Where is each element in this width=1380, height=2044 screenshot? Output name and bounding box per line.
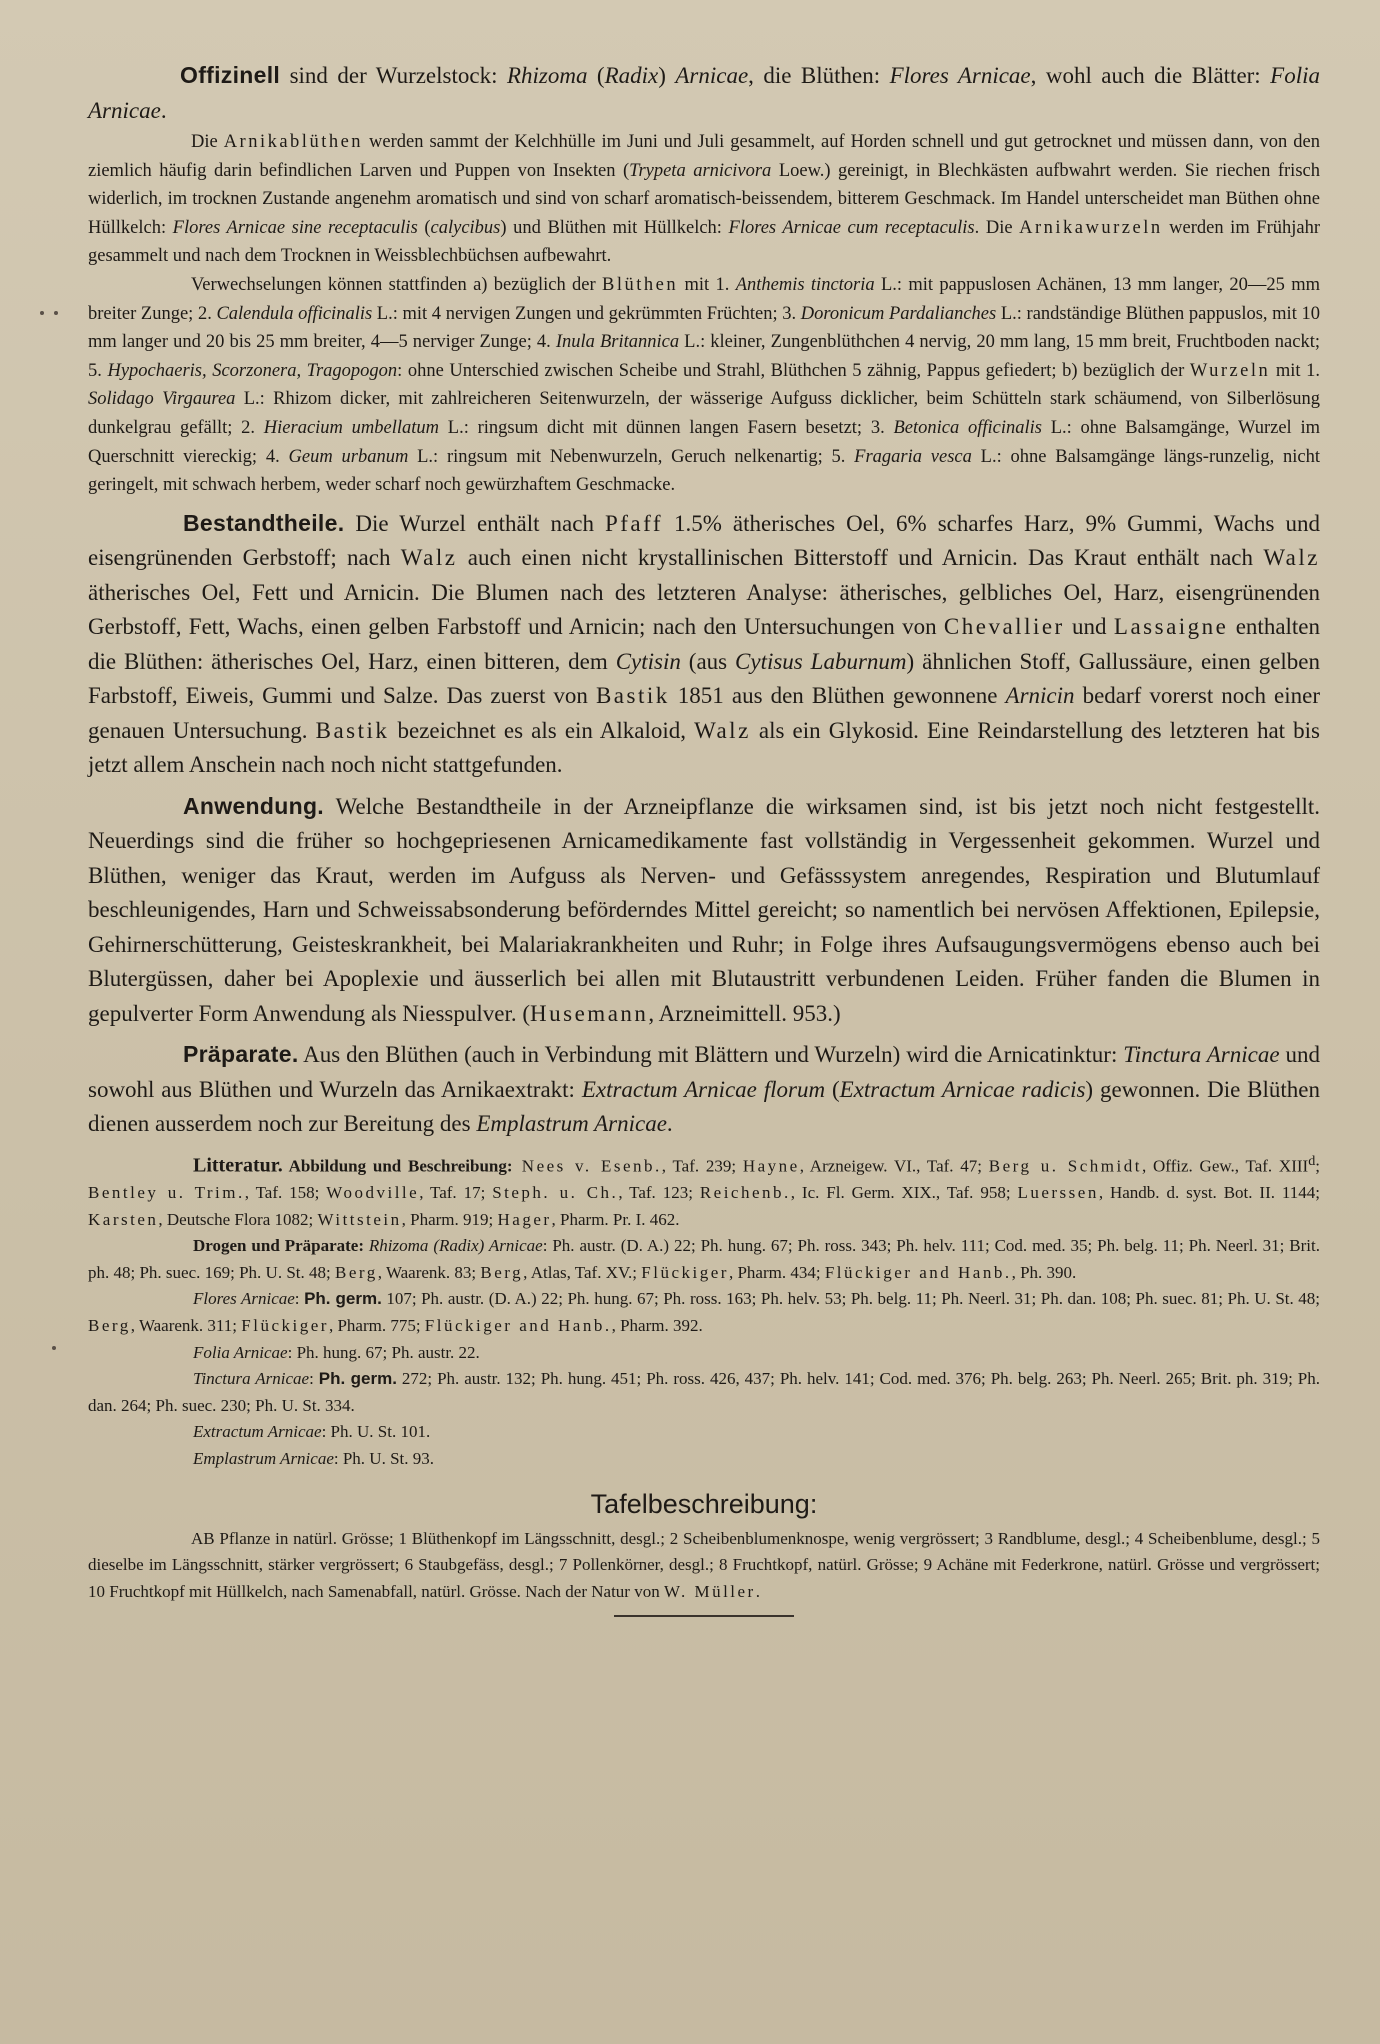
author-name: Walz	[400, 545, 458, 571]
latin-term: Flores Arnicae cum receptaculis	[728, 217, 975, 238]
text: 107; Ph. austr. (D. A.) 22; Ph. hung. 67; Ph. ross. 163; Ph. helv. 53; Ph. belg. 11; Ph. Neerl. 31; Ph. dan. 108; Ph. suec. 81; Ph. U. St. 48;	[381, 1289, 1320, 1309]
margin-mark	[40, 311, 44, 315]
end-rule	[614, 1615, 794, 1617]
text: und sowohl aus Blüthen und Wurzeln das Arnikaextrakt:	[88, 1042, 1321, 1102]
text: (	[825, 1076, 840, 1102]
text: :	[309, 1369, 319, 1389]
literature-extractum	[88, 1419, 1320, 1446]
author-name: Bastik	[315, 717, 390, 743]
text: L.: ringsum mit Nebenwurzeln, Geruch nelkenartig; 5.	[408, 446, 855, 467]
text: L.: randständige Blüthen pappuslos, mit 10 mm langer und 20 bis 25 mm breiter, 4—5 nerviger Zunge; 4.	[88, 303, 1320, 353]
author-name: Flückiger	[241, 1315, 329, 1335]
text: L.: mit pappuslosen Achänen, 13 mm langer, 20—25 mm breiter Zunge; 2.	[88, 274, 1320, 324]
literature-abbildung	[88, 1148, 1320, 1233]
paragraph-bestandtheile	[88, 506, 1320, 783]
latin-term: Emplastrum Arnicae	[193, 1448, 334, 1468]
literature-subheading: Abbildung und Beschreibung:	[282, 1156, 513, 1176]
text: AB Pflanze in natürl. Grösse; 1 Blüthenkopf im Längsschnitt, desgl.; 2 Scheibenblumenknospe, wenig vergrössert; 3 Randblume, desgl.; 4 Scheibenblume, desgl.; 5 dieselbe im Längsschnitt, stärker vergrössert; 6 Staubgefäss, desgl.; 7 Pollenkörner, desgl.; 8 Fruchtkopf, natürl. Grösse; 9 Achäne mit Federkrone, natürl. Grösse und vergrössert; 10 Fruchtkopf mit Hüllkelch, nach Samenabfall, natürl. Grösse. Nach der Natur von	[88, 1528, 1320, 1601]
latin-term: Anthemis tinctoria	[735, 274, 875, 295]
paragraph-offizinell	[88, 58, 1320, 128]
text: ;	[1315, 1156, 1320, 1176]
author-name: Berg	[335, 1262, 378, 1282]
latin-term: Radix	[604, 63, 659, 88]
plate-description	[88, 1526, 1320, 1606]
section-heading-offizinell: Offizinell	[180, 62, 281, 88]
text: auch einen nicht krystallinischen Bitterstoff und Arnicin. Das Kraut enthält nach	[457, 545, 1264, 571]
text: werden sammt der Kelchhülle im Juni und Juli gesammelt, auf Horden schnell und gut getrocknet und müssen dann, von den ziemlich häufig darin befindlichen Larven und Puppen von Insekten (	[88, 132, 1320, 181]
latin-term: Fragaria vesca	[854, 446, 972, 467]
pharmacopoeia-ref: Ph. germ.	[318, 1369, 397, 1389]
latin-term: Extractum Arnicae radicis	[839, 1076, 1086, 1102]
text: Verwechselungen können stattfinden a) bezüglich der	[191, 274, 603, 295]
spaced-term: Arnikawurzeln	[1019, 217, 1163, 238]
text: Die Wurzel enthält nach	[344, 510, 605, 536]
text: 1.5% ätherisches Oel, 6% scharfes Harz, 9% Gummi, Wachs und eisengrünenden Gerbstoff; nach	[88, 510, 1320, 571]
latin-term: Emplastrum Arnicae	[476, 1111, 667, 1137]
text: 272; Ph. austr. 132; Ph. hung. 451; Ph. ross. 426, 437; Ph. helv. 141; Cod. med. 376; Ph. belg. 263; Ph. Neerl. 265; Brit. ph. 319; Ph. dan. 264; Ph. suec. 230; Ph. U. St. 334.	[88, 1369, 1321, 1415]
text: , Taf. 239;	[661, 1156, 743, 1176]
latin-term: Flores Arnicae	[193, 1289, 295, 1309]
text: , Pharm. 919;	[401, 1209, 498, 1229]
text: : Ph. hung. 67; Ph. austr. 22.	[287, 1342, 480, 1362]
paragraph-verwechselungen	[88, 271, 1320, 500]
text: bezeichnet es als ein Alkaloid,	[389, 717, 695, 743]
margin-mark	[54, 311, 58, 315]
text: , Arzneimittell. 953.)	[648, 1000, 841, 1026]
text: (	[417, 217, 431, 238]
author-name: Hager	[497, 1209, 552, 1229]
text: : ohne Unterschied zwischen Scheibe und Strahl, Blüthchen 5 zähnig, Pappus gefiedert; b) bezüglich der	[397, 360, 1190, 381]
text: L.: ohne Balsamgänge längs-runzelig, nicht geringelt, mit schwach herbem, weder scharf noch gewürzhaftem Geschmacke.	[88, 446, 1320, 496]
text: , Pharm. Pr. I. 462.	[551, 1209, 680, 1229]
author-name: Bentley u. Trim.	[88, 1182, 245, 1202]
text: sind der Wurzelstock:	[280, 63, 507, 88]
text: , Pharm. 392.	[611, 1315, 703, 1335]
text: L.: ringsum dicht mit dünnen langen Fasern besetzt; 3.	[439, 417, 894, 438]
plate-description-title: Tafelbeschreibung:	[590, 1488, 818, 1519]
author-name: Luerssen	[1017, 1182, 1099, 1202]
text: L.: kleiner, Zungenblüthchen 4 nervig, 20 mm lang, 15 mm breit, Fruchtboden nackt; 5.	[88, 332, 1320, 381]
literature-flores	[88, 1286, 1320, 1339]
latin-term: Hypochaeris, Scorzonera, Tragopogon	[107, 360, 398, 381]
literature-drogen	[88, 1233, 1320, 1286]
margin-mark	[52, 1346, 56, 1350]
author-name: Karsten	[88, 1209, 159, 1229]
latin-term: Tinctura Arnicae	[1123, 1042, 1280, 1068]
latin-term: Rhizoma (Radix) Arnicae	[364, 1236, 543, 1256]
text: , Offiz. Gew., Taf. XIII	[1141, 1156, 1309, 1176]
text: ätherisches Oel, Fett und Arnicin. Die Blumen nach des letzteren Analyse: ätherisches, gelbliches Oel, Harz, eisengrünenden Gerbstoff, Fett, Wachs, einen gelben Farbstoff und Arnicin; nach den Untersuchungen von	[88, 579, 1320, 640]
author-name: Wittstein	[317, 1209, 402, 1229]
author-name: Berg	[480, 1262, 524, 1282]
author-name: Flückiger	[641, 1262, 729, 1282]
paragraph-anwendung	[88, 789, 1320, 1032]
text: , Waarenk. 311;	[130, 1315, 242, 1335]
latin-term: Folia Arnicae	[193, 1342, 288, 1362]
literature-section	[88, 1148, 1320, 1473]
author-name: Steph. u. Ch.	[492, 1182, 619, 1202]
text: und	[1064, 614, 1114, 640]
latin-term: Betonica officinalis	[893, 417, 1042, 438]
text: 1851 aus den Blüthen gewonnene	[669, 683, 1006, 709]
section-heading-praeparate: Präparate.	[183, 1041, 299, 1068]
text: , Arzneigew. VI., Taf. 47;	[799, 1156, 989, 1176]
latin-term: Rhizoma	[506, 63, 588, 88]
latin-term: Flores Arnicae sine receptaculis	[172, 217, 418, 238]
text: Die	[191, 132, 224, 152]
latin-term: Extractum Arnicae florum	[581, 1076, 826, 1102]
text: .	[160, 97, 167, 123]
author-name: Walz	[1263, 545, 1320, 571]
text: Loew.) gereinigt, in Blechkästen aufbwahrt werden. Sie riechen frisch widerlich, im trocknen Zustande angenehm aromatisch und sind von scharf aromatisch-beissendem, bitterem Geschmack. Im Handel unterscheidet man Büthen ohne Hüllkelch:	[88, 160, 1320, 238]
latin-term: Arnicae	[675, 63, 749, 88]
latin-term: Trypeta arnicivora	[629, 160, 772, 181]
text: L.: mit 4 nervigen Zungen und gekrümmten Früchten; 3.	[372, 303, 801, 324]
literature-heading: Litteratur.	[193, 1154, 283, 1177]
author-name: Berg	[88, 1315, 131, 1335]
literature-folia	[88, 1340, 1320, 1367]
latin-term: Arnicin	[1005, 683, 1075, 709]
text: , Waarenk. 83;	[377, 1262, 481, 1282]
text: , Taf. 123;	[618, 1182, 700, 1202]
superscript: d	[1308, 1152, 1316, 1169]
latin-term: Calendula officinalis	[216, 303, 373, 324]
text: (	[587, 63, 605, 88]
author-name: Pfaff	[604, 510, 664, 536]
text: , Pharm. 434;	[728, 1262, 825, 1282]
author-name: W. Müller	[663, 1581, 756, 1601]
text: mit 1.	[1270, 360, 1321, 381]
text: enthalten die Blüthen: ätherisches Oel, Harz, einen bitteren, dem	[88, 614, 1321, 674]
text: , Pharm. 775;	[328, 1315, 425, 1335]
latin-term: Cytisin	[615, 648, 681, 674]
literature-subheading: Drogen und Präparate:	[193, 1236, 364, 1256]
author-name: Lassaigne	[1113, 614, 1229, 640]
text: .	[666, 1111, 673, 1137]
latin-term: Extractum Arnicae	[193, 1422, 322, 1442]
text: (aus	[680, 648, 736, 674]
section-heading-bestandtheile: Bestandtheile.	[183, 509, 345, 536]
spaced-term: Arnikablüthen	[223, 132, 364, 152]
text: )	[658, 63, 676, 88]
text: , Taf. 158;	[244, 1182, 327, 1202]
latin-term: Cytisus Laburnum	[735, 648, 907, 674]
latin-term: Hieracium umbellatum	[263, 417, 440, 438]
latin-term: Solidago Virgaurea	[88, 389, 236, 410]
author-name: Berg u. Schmidt	[988, 1156, 1142, 1176]
spaced-term: Wurzeln	[1189, 360, 1271, 381]
text: , Deutsche Flora 1082;	[158, 1209, 318, 1229]
text: werden im Frühjahr gesammelt und nach dem Trocknen in Weissblechbüchsen aufbewahrt.	[88, 217, 1320, 267]
text: L.: ohne Balsamgänge, Wurzel im Querschnitt viereckig; 4.	[88, 417, 1320, 467]
author-name: Nees v. Esenb.	[512, 1156, 662, 1176]
spaced-term: Blüthen	[602, 274, 679, 295]
text: Aus den Blüthen (auch in Verbindung mit Blättern und Wurzeln) wird die Arnicatinktur:	[298, 1042, 1124, 1068]
author-name: Bastik	[595, 683, 670, 709]
text: , wohl auch die Blätter:	[1030, 63, 1271, 88]
author-name: Woodville	[326, 1182, 420, 1202]
text: , Handb. d. syst. Bot. II. 1144;	[1098, 1182, 1320, 1202]
latin-term: Doronicum Pardalianches	[800, 303, 997, 324]
author-name: Husemann	[530, 1000, 649, 1026]
author-name: Flückiger and Hanb.	[824, 1262, 1012, 1282]
text: ) und Blüthen mit Hüllkelch:	[500, 217, 729, 238]
latin-term: Flores Arnicae	[889, 63, 1031, 88]
text: :	[294, 1289, 305, 1309]
text: ) ähnlichen Stoff, Gallussäure, einen gelben Farbstoff, Eiweis, Gummi und Salze. Das zuerst von	[88, 648, 1321, 709]
text: ) gewonnen. Die Blüthen dienen ausserdem noch zur Bereitung des	[88, 1076, 1320, 1137]
literature-tinctura	[88, 1366, 1320, 1419]
author-name: Reichenb.	[699, 1182, 791, 1202]
text: bedarf vorerst noch einer genauen Untersuchung.	[88, 683, 1321, 743]
section-heading-anwendung: Anwendung.	[183, 792, 324, 819]
author-name: Walz	[694, 717, 751, 743]
paragraph-praeparate	[88, 1037, 1320, 1142]
pharmacopoeia-ref: Ph. germ.	[304, 1289, 382, 1309]
latin-term: Tinctura Arnicae	[193, 1369, 310, 1389]
text: : Ph. U. St. 101.	[321, 1422, 431, 1442]
latin-term: calycibus	[430, 217, 501, 238]
latin-term: Inula Britannica	[555, 332, 680, 353]
text: Welche Bestandtheile in der Arzneipflanze die wirksamen sind, ist bis jetzt noch nicht festgestellt. Neuerdings sind die früher so hochgepriesenen Arnicamedikamente fast vollständig in Vergessenheit gekommen. Wurzel und Blüthen, weniger das Kraut, werden im Aufguss als Nerven- und Gefässsystem anregendes, Respiration und Blutumlauf beschleunigendes, Harn und Schweissabsonderung beförderndes Mittel gereicht; so namentlich bei nervösen Affektionen, Epilepsie, Gehirnerschütterung, Geisteskrankheit, bei Malariakrankheiten und Ruhr; in Folge ihres Aufsaugungsvermögens ebenso auch bei Blutergüssen, daher bei Apoplexie und äusserlich bei allen mit Blutaustritt verbundenen Leiden. Früher fanden die Blumen in gepulverter Form Anwendung als Niesspulver. (	[88, 793, 1320, 1026]
latin-term: Geum urbanum	[288, 446, 409, 467]
text: L.: Rhizom dicker, mit zahlreicheren Seitenwurzeln, der wässerige Aufguss dicklicher, beim Schütteln stark schäumend, von Silberlösung dunkelgrau gefällt; 2.	[88, 389, 1320, 438]
literature-emplastrum	[88, 1446, 1320, 1473]
text: mit 1.	[678, 274, 736, 295]
text: : Ph. austr. (D. A.) 22; Ph. hung. 67; Ph. ross. 343; Ph. helv. 111; Cod. med. 35; Ph. belg. 11; Ph. Neerl. 31; Brit. ph. 48; Ph. suec. 169; Ph. U. St. 48;	[88, 1236, 1320, 1282]
text: als ein Glykosid. Eine Reindarstellung des letzteren hat bis jetzt allem Anschein nach noch nicht stattgefunden.	[88, 717, 1320, 778]
text: , Taf. 17;	[419, 1182, 493, 1202]
text: . Die	[974, 217, 1020, 238]
text: , Atlas, Taf. XV.;	[523, 1262, 642, 1282]
paragraph-arnikablueten	[88, 128, 1320, 271]
author-name: Chevallier	[943, 614, 1065, 640]
text: , Ic. Fl. Germ. XIX., Taf. 958;	[790, 1182, 1018, 1202]
author-name: Hayne	[742, 1156, 800, 1176]
latin-term: Folia Arnicae	[88, 63, 1320, 123]
text: , die Blüthen:	[748, 63, 890, 88]
text: , Ph. 390.	[1011, 1262, 1077, 1282]
text: .	[755, 1581, 760, 1601]
text: : Ph. U. St. 93.	[333, 1448, 435, 1468]
author-name: Flückiger and Hanb.	[424, 1315, 612, 1335]
